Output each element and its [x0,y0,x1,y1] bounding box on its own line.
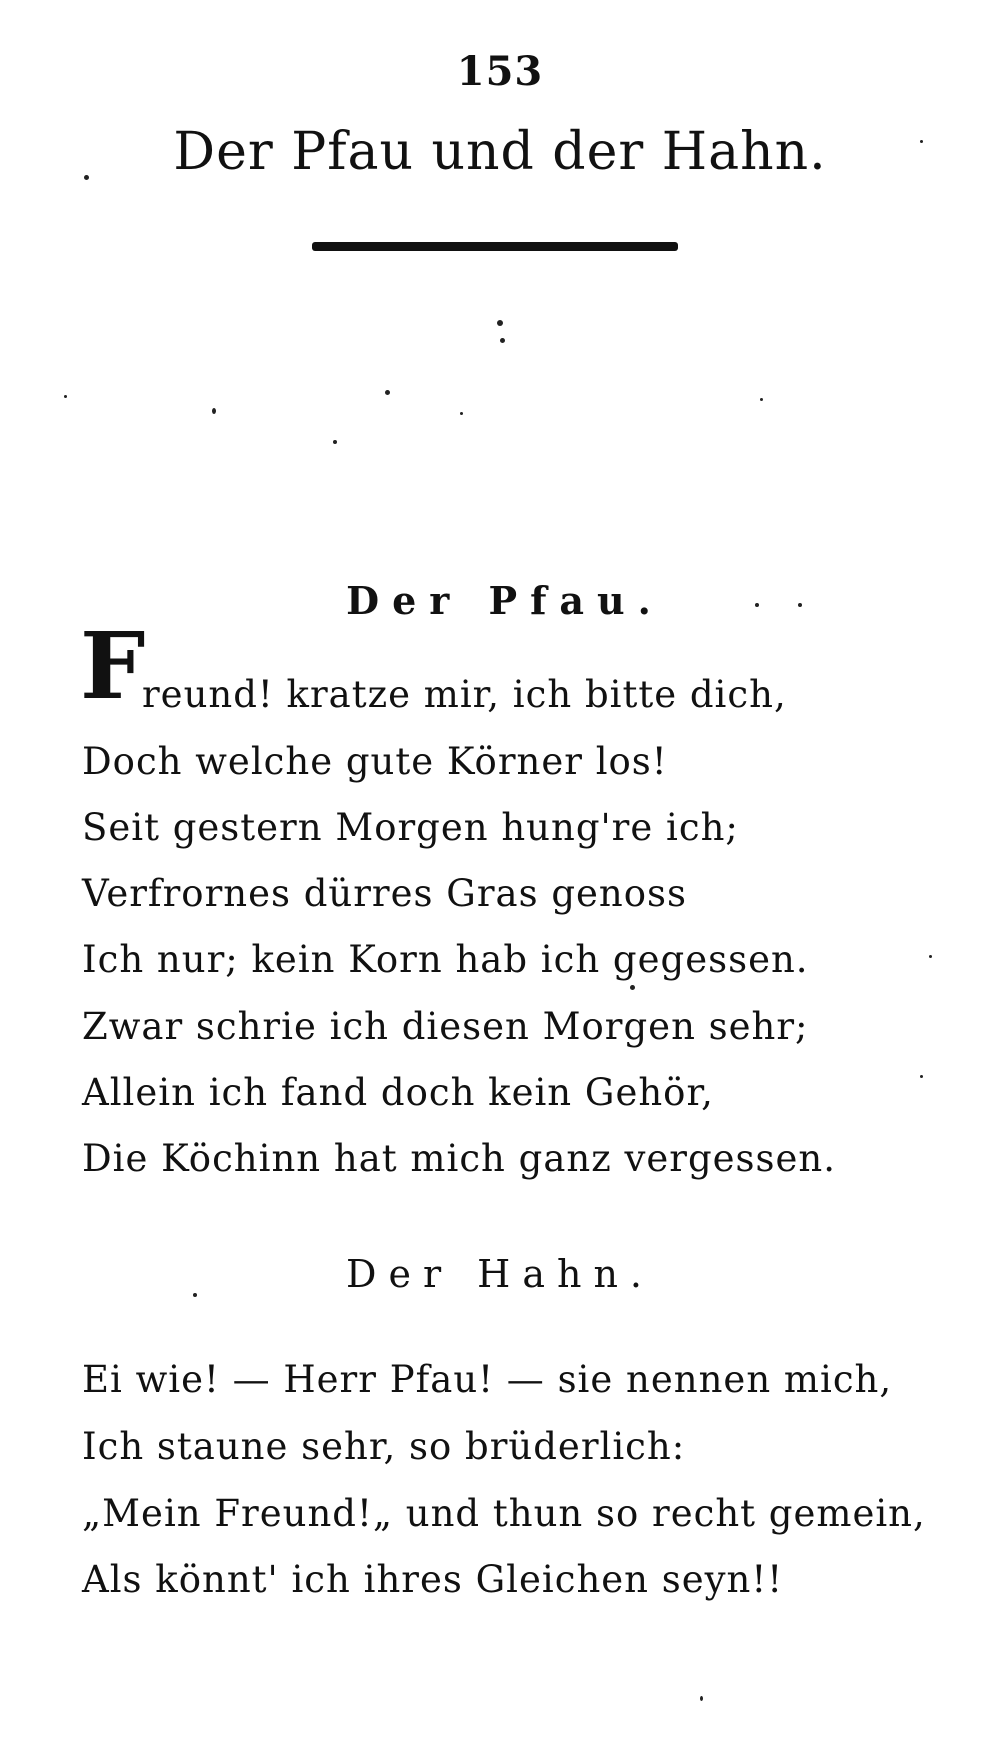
print-speck [500,338,505,343]
print-speck [920,140,923,143]
print-speck [630,985,635,990]
title-rule-divider [312,242,678,251]
page-title: Der Pfau und der Hahn. [173,122,827,182]
print-speck [798,603,802,607]
verse-line: Ei wie! — Herr Pfau! — sie nennen mich, [82,1358,893,1401]
drop-cap: F [80,612,146,720]
speaker-heading-pfau: Der Pfau. [346,578,664,623]
print-speck [193,1293,197,1297]
print-speck [64,395,67,398]
print-speck [760,398,763,401]
print-speck [929,955,932,958]
verse-line: Ich nur; kein Korn hab ich gegessen. [82,938,809,981]
print-speck [333,440,337,444]
verse-line: reund! kratze mir, ich bitte dich, [142,673,787,716]
print-speck [212,408,216,414]
print-speck [385,390,390,395]
print-speck [497,320,503,326]
verse-line: Zwar schrie ich diesen Morgen sehr; [82,1005,809,1048]
page-number: 153 [456,48,544,95]
print-speck [920,1075,923,1078]
verse-line: Seit gestern Morgen hung're ich; [82,806,739,849]
print-speck [755,603,759,607]
speaker-heading-hahn: Der Hahn. [345,1252,655,1296]
verse-line: Ich staune sehr, so brüderlich: [82,1425,686,1468]
verse-line: Die Köchinn hat mich ganz vergessen. [82,1137,836,1180]
verse-line: Doch welche gute Körner los! [82,740,668,783]
verse-line: „Mein Freund!„ und thun so recht gemein, [82,1492,926,1535]
verse-line: Als könnt' ich ihres Gleichen seyn!! [82,1558,784,1601]
verse-line: Verfrornes dürres Gras genoss [82,872,687,915]
print-speck [460,412,463,415]
print-speck [700,1696,703,1701]
print-speck [84,175,89,180]
verse-line: Allein ich fand doch kein Gehör, [82,1071,714,1114]
